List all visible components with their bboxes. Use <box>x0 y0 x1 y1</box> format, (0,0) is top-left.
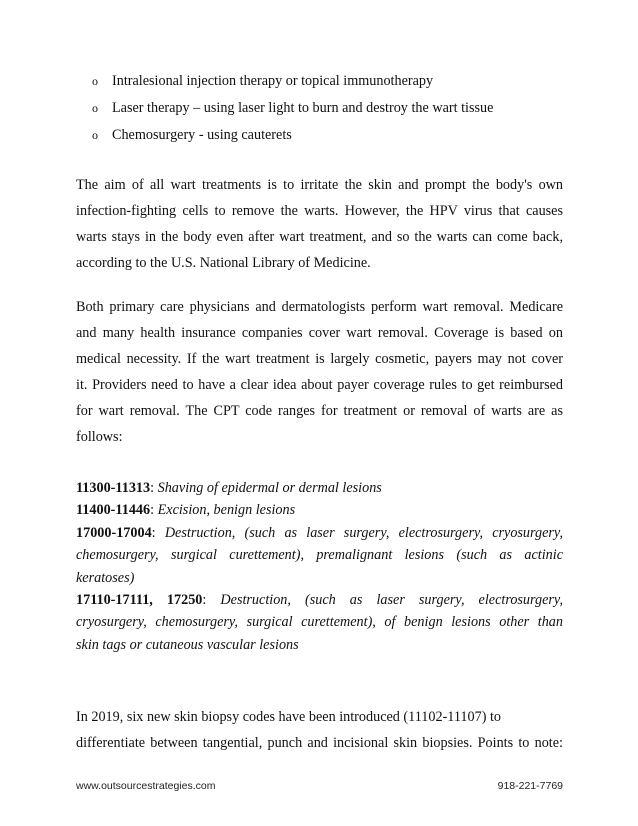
bullet-marker: o <box>92 128 98 142</box>
code-separator: : <box>150 480 158 496</box>
cpt-code-entry <box>76 589 563 611</box>
paragraph-wart-removal-coverage <box>76 294 563 450</box>
cpt-code-description-line <box>76 634 563 656</box>
list-item-text: Laser therapy – using laser light to burn and destroy the wart tissue <box>112 100 494 116</box>
footer-phone: 918-221-7769 <box>497 780 563 792</box>
cpt-code-description-line <box>76 544 563 566</box>
bullet-marker: o <box>92 74 98 88</box>
cpt-code-description-line <box>76 567 563 589</box>
cpt-code-entry <box>76 477 563 499</box>
list-item <box>92 72 572 99</box>
cpt-code-description: skin tags or cutaneous vascular lesions <box>76 636 299 653</box>
cpt-code-list <box>76 477 563 656</box>
cpt-code: 17000-17004 <box>76 524 152 541</box>
text-line: differentiate between tangential, punch and incisional skin biopsies. Points to note: <box>76 735 563 751</box>
list-item <box>92 99 572 126</box>
list-item <box>92 126 572 153</box>
code-separator: : <box>202 591 221 608</box>
bullet-marker: o <box>92 101 98 115</box>
text-line: and many health insurance companies cover wart removal. Coverage is based on <box>76 325 563 341</box>
code-separator: : <box>151 524 165 541</box>
cpt-code: 17110-17111, 17250 <box>76 591 203 608</box>
text-line: it. Providers need to have a clear idea about payer coverage rules to get reimbursed <box>76 377 563 393</box>
cpt-code-description: chemosurgery, surgical curettement), premalignant lesions (such as actinic <box>76 547 563 564</box>
text-line: Both primary care physicians and dermatologists perform wart removal. Medicare <box>76 299 563 315</box>
cpt-code-description-line <box>76 611 563 633</box>
cpt-code-description: cryosurgery, chemosurgery, surgical curettement), of benign lesions other than <box>76 614 563 631</box>
cpt-code-description: Destruction, (such as laser surgery, electrosurgery, cryosurgery, <box>164 524 563 541</box>
footer-website: www.outsourcestrategies.com <box>76 780 216 792</box>
cpt-code-description: Destruction, (such as laser surgery, electrosurgery, <box>220 591 563 608</box>
list-item-text: Chemosurgery - using cauterets <box>112 127 292 143</box>
list-item-text: Intralesional injection therapy or topical immunotherapy <box>112 73 434 89</box>
text-line: In 2019, six new skin biopsy codes have been introduced (11102-11107) to <box>76 709 502 725</box>
text-line: for wart removal. The CPT code ranges for treatment or removal of warts are as <box>76 403 563 419</box>
text-line: infection-fighting cells to remove the warts. However, the HPV virus that causes <box>76 203 563 219</box>
text-line: warts stays in the body even after wart treatment, and so the warts can come back, <box>76 229 563 245</box>
text-line: according to the U.S. National Library of Medicine. <box>76 255 371 271</box>
code-separator: : <box>150 502 158 519</box>
cpt-code: 11300-11313 <box>76 480 151 496</box>
cpt-code-entry <box>76 522 563 544</box>
treatment-bullet-list <box>92 72 572 153</box>
cpt-code-entry <box>76 499 563 521</box>
cpt-code-description: Excision, benign lesions <box>157 502 296 519</box>
text-line: medical necessity. If the wart treatment is largely cosmetic, payers may not cover <box>76 351 563 367</box>
cpt-code: 11400-11446 <box>76 502 151 519</box>
page-footer <box>76 780 563 798</box>
cpt-code-description: Shaving of epidermal or dermal lesions <box>157 480 382 496</box>
cpt-code-description: keratoses) <box>76 569 135 586</box>
text-line: The aim of all wart treatments is to irritate the skin and prompt the body's own <box>76 177 563 193</box>
text-line: follows: <box>76 429 123 445</box>
paragraph-biopsy-codes <box>76 704 563 756</box>
paragraph-wart-treatment-aim <box>76 172 563 276</box>
